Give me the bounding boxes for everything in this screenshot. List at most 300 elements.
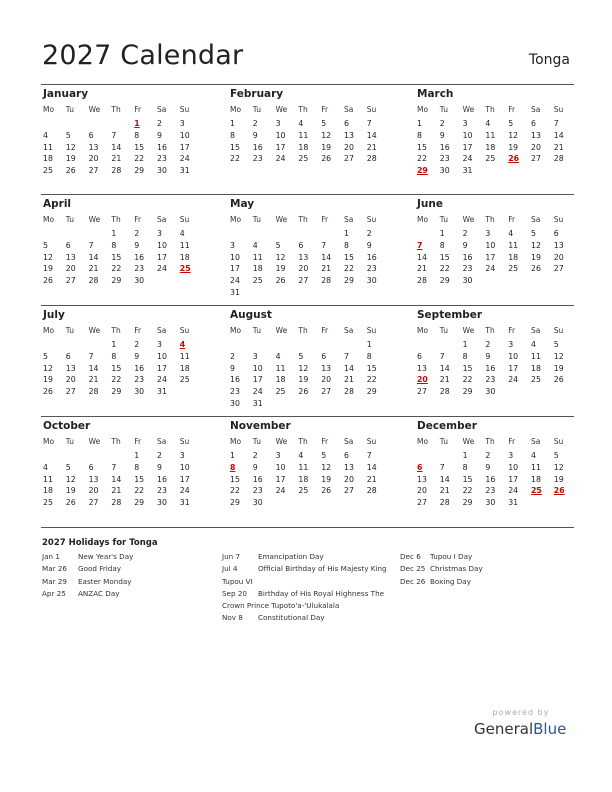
day-cell: 10 <box>275 462 286 472</box>
day-cell: 11 <box>43 474 53 484</box>
day-cell: 1 <box>230 119 235 128</box>
day-cell: 31 <box>462 166 473 176</box>
weekday-label: We <box>275 437 288 446</box>
day-cell: 11 <box>508 240 519 250</box>
day-cell: 5 <box>43 240 48 250</box>
day-cell: 17 <box>157 363 167 373</box>
weekday-label: Tu <box>252 215 261 224</box>
holiday-day-cell: 7 <box>417 240 423 250</box>
weekday-label: Sa <box>344 437 354 446</box>
weekday-label: We <box>462 215 475 224</box>
day-cell: 11 <box>43 142 53 152</box>
holiday-name: Tupou VI <box>222 576 253 586</box>
day-cell: 22 <box>344 264 354 274</box>
day-cell: 19 <box>553 363 564 373</box>
day-cell: 14 <box>88 363 99 373</box>
day-cell: 20 <box>553 252 564 262</box>
day-cell: 21 <box>366 474 377 484</box>
day-cell: 13 <box>88 142 99 152</box>
day-cell: 9 <box>134 240 140 250</box>
day-cell: 4 <box>485 119 491 128</box>
day-cell: 10 <box>179 462 190 472</box>
day-cell: 25 <box>531 375 541 385</box>
weekday-label: Sa <box>531 437 541 446</box>
day-cell: 2 <box>485 451 491 460</box>
day-cell: 15 <box>230 142 240 152</box>
day-cell: 21 <box>553 142 564 152</box>
day-cell: 7 <box>553 119 559 128</box>
day-cell: 20 <box>65 264 76 274</box>
weekday-label: Tu <box>252 437 261 446</box>
day-cell: 13 <box>417 474 427 484</box>
day-cell: 28 <box>321 276 332 286</box>
day-cell: 10 <box>179 130 190 140</box>
weekday-label: Tu <box>65 105 74 114</box>
day-cell: 24 <box>252 387 263 397</box>
day-cell: 15 <box>462 474 473 484</box>
day-cell: 27 <box>88 498 99 508</box>
day-cell: 14 <box>88 252 99 262</box>
day-cell: 4 <box>43 130 48 140</box>
day-cell: 8 <box>417 130 422 140</box>
weekday-label: Mo <box>417 105 429 114</box>
day-cell: 29 <box>111 387 122 397</box>
day-cell: 23 <box>134 375 145 385</box>
day-cell: 14 <box>366 130 377 140</box>
day-cell: 24 <box>179 486 190 496</box>
weekday-label: Th <box>298 326 308 335</box>
weekday-label: Th <box>111 215 121 224</box>
weekday-label: Su <box>179 215 190 224</box>
day-cell: 29 <box>230 498 240 508</box>
holiday-date: Jan 1 <box>42 552 60 561</box>
day-cell: 28 <box>344 387 354 397</box>
day-cell: 18 <box>508 252 519 262</box>
day-cell: 13 <box>531 130 541 140</box>
day-cell: 2 <box>462 229 468 238</box>
day-cell: 18 <box>43 154 53 164</box>
day-cell: 8 <box>439 240 445 250</box>
weekday-label: Su <box>553 215 564 224</box>
day-cell: 22 <box>134 154 145 164</box>
day-cell: 27 <box>344 486 354 496</box>
day-cell: 9 <box>252 130 258 140</box>
weekday-label: Sa <box>157 326 167 335</box>
day-cell: 19 <box>65 486 76 496</box>
holiday-name: ANZAC Day <box>78 588 120 598</box>
month-row <box>41 305 574 416</box>
holiday-day-cell: 4 <box>179 340 186 349</box>
day-cell: 14 <box>321 252 332 262</box>
day-cell: 28 <box>111 166 122 176</box>
day-cell: 12 <box>321 462 332 472</box>
day-cell: 14 <box>344 363 354 373</box>
day-cell: 25 <box>298 486 309 496</box>
day-cell: 27 <box>344 154 354 164</box>
weekday-label: Mo <box>230 437 242 446</box>
day-cell: 7 <box>344 351 349 361</box>
day-cell: 16 <box>485 474 496 484</box>
weekday-label: Su <box>553 105 564 114</box>
day-cell: 26 <box>531 264 541 274</box>
weekday-label: Fr <box>134 105 142 114</box>
day-cell: 29 <box>366 387 377 397</box>
day-cell: 17 <box>508 363 519 373</box>
day-cell: 5 <box>65 462 71 472</box>
day-cell: 11 <box>298 130 309 140</box>
day-cell: 4 <box>252 240 258 250</box>
weekday-label: Su <box>553 437 564 446</box>
day-cell: 14 <box>366 462 377 472</box>
day-cell: 8 <box>111 240 117 250</box>
day-cell: 29 <box>344 276 354 286</box>
day-cell: 17 <box>252 375 263 385</box>
day-cell: 8 <box>111 351 117 361</box>
day-cell: 15 <box>111 363 122 373</box>
day-cell: 13 <box>298 252 309 262</box>
day-cell: 28 <box>88 276 99 286</box>
day-cell: 11 <box>298 462 309 472</box>
day-cell: 17 <box>179 142 190 152</box>
day-cell: 17 <box>462 142 473 152</box>
day-cell: 27 <box>531 154 541 164</box>
day-cell: 14 <box>111 474 122 484</box>
holiday-name: Christmas Day <box>430 564 483 574</box>
day-cell: 30 <box>366 276 377 286</box>
day-cell: 20 <box>417 486 427 496</box>
weekday-label: We <box>462 105 475 114</box>
day-cell: 31 <box>179 166 190 176</box>
day-cell: 13 <box>417 363 427 373</box>
day-cell: 12 <box>321 130 332 140</box>
day-cell: 10 <box>157 240 167 250</box>
day-cell: 12 <box>275 252 286 262</box>
weekday-label: We <box>275 326 288 335</box>
day-cell: 12 <box>553 351 564 361</box>
day-cell: 29 <box>134 498 145 508</box>
day-cell: 7 <box>111 462 117 472</box>
day-cell: 1 <box>439 229 445 238</box>
day-cell: 16 <box>134 252 145 262</box>
weekday-label: Sa <box>157 215 167 224</box>
day-cell: 6 <box>88 462 94 472</box>
month-name: January <box>43 88 89 100</box>
day-cell: 24 <box>462 154 473 164</box>
day-cell: 28 <box>366 154 377 164</box>
day-cell: 22 <box>111 264 122 274</box>
day-cell: 28 <box>417 276 427 286</box>
day-cell: 3 <box>157 229 162 238</box>
day-cell: 17 <box>508 474 519 484</box>
generalblue-logo[interactable] <box>474 720 566 738</box>
day-cell: 21 <box>344 375 354 385</box>
day-cell: 3 <box>485 229 491 238</box>
day-cell: 3 <box>275 119 281 128</box>
day-cell: 2 <box>439 119 445 128</box>
day-cell: 31 <box>252 399 263 408</box>
day-cell: 13 <box>344 130 354 140</box>
day-cell: 12 <box>298 363 309 373</box>
day-cell: 31 <box>179 498 190 508</box>
month-name: July <box>43 309 65 321</box>
day-cell: 16 <box>252 142 263 152</box>
holiday-day-cell: 26 <box>508 154 520 164</box>
day-cell: 4 <box>298 451 304 460</box>
day-cell: 1 <box>111 229 117 238</box>
day-cell: 21 <box>88 375 99 385</box>
day-cell: 4 <box>531 340 536 349</box>
day-cell: 8 <box>134 130 140 140</box>
weekday-header <box>415 105 575 116</box>
holidays-title: 2027 Holidays for Tonga <box>42 538 158 548</box>
day-cell: 10 <box>252 363 263 373</box>
month-name: October <box>43 420 91 432</box>
weekday-label: Mo <box>43 437 55 446</box>
holiday-name: Birthday of His Royal Highness The <box>258 588 385 598</box>
day-cell: 23 <box>366 264 377 274</box>
day-cell: 17 <box>157 252 167 262</box>
day-cell: 5 <box>321 451 327 460</box>
holiday-day-cell: 6 <box>417 462 423 472</box>
day-cell: 5 <box>298 351 304 361</box>
day-cell: 16 <box>439 142 450 152</box>
day-cell: 30 <box>252 498 263 508</box>
day-cell: 7 <box>111 130 117 140</box>
day-cell: 24 <box>508 375 519 385</box>
day-cell: 1 <box>111 340 117 349</box>
day-cell: 29 <box>439 276 450 286</box>
day-cell: 3 <box>179 119 185 128</box>
day-cell: 4 <box>508 229 514 238</box>
weekday-label: Tu <box>439 437 448 446</box>
weekday-label: Th <box>298 105 308 114</box>
page-title: 2027 Calendar <box>42 40 244 71</box>
day-cell: 24 <box>485 264 496 274</box>
day-cell: 25 <box>43 166 53 176</box>
day-cell: 15 <box>111 252 122 262</box>
day-cell: 18 <box>531 363 541 373</box>
weekday-header <box>41 437 201 448</box>
day-cell: 22 <box>111 375 122 385</box>
holiday-date: Apr 25 <box>42 588 66 598</box>
day-cell: 12 <box>65 474 76 484</box>
day-cell: 2 <box>252 119 258 128</box>
day-cell: 13 <box>65 363 76 373</box>
day-cell: 29 <box>111 276 122 286</box>
day-cell: 15 <box>417 142 427 152</box>
holiday-day-cell: 20 <box>417 375 428 385</box>
day-cell: 21 <box>321 264 332 274</box>
day-cell: 9 <box>157 130 162 140</box>
day-cell: 12 <box>65 142 76 152</box>
day-cell: 3 <box>230 240 235 250</box>
day-cell: 3 <box>275 451 281 460</box>
day-cell: 10 <box>462 130 473 140</box>
day-cell: 10 <box>275 130 286 140</box>
day-cell: 3 <box>462 119 468 128</box>
weekday-label: Mo <box>230 215 242 224</box>
day-cell: 3 <box>179 451 185 460</box>
weekday-label: Fr <box>508 326 516 335</box>
day-cell: 27 <box>417 498 427 508</box>
day-cell: 28 <box>439 498 450 508</box>
weekday-header <box>228 326 388 337</box>
holiday-day-cell: 25 <box>531 486 542 496</box>
holiday-date: Mar 29 <box>42 576 67 586</box>
day-cell: 13 <box>344 462 354 472</box>
weekday-header <box>228 105 388 116</box>
weekday-label: We <box>462 437 475 446</box>
day-cell: 15 <box>439 252 450 262</box>
day-cell: 8 <box>462 351 468 361</box>
day-cell: 20 <box>531 142 541 152</box>
day-cell: 28 <box>553 154 564 164</box>
day-cell: 19 <box>43 375 53 385</box>
day-cell: 5 <box>553 451 559 460</box>
weekday-label: Fr <box>508 105 516 114</box>
day-cell: 19 <box>298 375 309 385</box>
weekday-label: Su <box>366 437 377 446</box>
day-cell: 22 <box>462 375 473 385</box>
day-cell: 1 <box>230 451 235 460</box>
day-cell: 27 <box>88 166 99 176</box>
weekday-label: Sa <box>157 105 167 114</box>
weekday-label: Th <box>111 437 121 446</box>
day-cell: 8 <box>462 462 468 472</box>
day-cell: 16 <box>252 474 263 484</box>
month-name: September <box>417 309 483 321</box>
weekday-label: Tu <box>439 215 448 224</box>
day-cell: 11 <box>252 252 263 262</box>
day-cell: 6 <box>298 240 304 250</box>
weekday-label: Tu <box>439 105 448 114</box>
day-cell: 30 <box>157 498 167 508</box>
weekday-label: Su <box>179 105 190 114</box>
day-cell: 22 <box>230 154 240 164</box>
day-cell: 14 <box>439 474 450 484</box>
day-cell: 4 <box>298 119 304 128</box>
day-cell: 7 <box>366 451 372 460</box>
day-cell: 12 <box>508 130 519 140</box>
day-cell: 11 <box>531 462 541 472</box>
day-cell: 14 <box>553 130 564 140</box>
day-cell: 11 <box>531 351 541 361</box>
weekday-label: Fr <box>134 326 142 335</box>
day-cell: 26 <box>321 486 332 496</box>
day-cell: 31 <box>508 498 519 508</box>
day-cell: 25 <box>485 154 496 164</box>
day-cell: 30 <box>157 166 167 176</box>
weekday-header <box>228 215 388 226</box>
weekday-label: Sa <box>531 215 541 224</box>
day-cell: 18 <box>275 375 286 385</box>
day-cell: 3 <box>157 340 162 349</box>
day-cell: 26 <box>65 498 76 508</box>
day-cell: 15 <box>366 363 377 373</box>
day-cell: 17 <box>485 252 496 262</box>
day-cell: 17 <box>179 474 190 484</box>
day-cell: 8 <box>366 351 372 361</box>
day-cell: 16 <box>134 363 145 373</box>
day-cell: 22 <box>417 154 427 164</box>
day-cell: 11 <box>179 351 190 361</box>
weekday-label: Su <box>366 105 377 114</box>
day-cell: 13 <box>88 474 99 484</box>
day-cell: 23 <box>485 486 496 496</box>
day-cell: 27 <box>65 276 76 286</box>
day-cell: 22 <box>230 486 240 496</box>
day-cell: 21 <box>417 264 427 274</box>
day-cell: 1 <box>417 119 422 128</box>
day-cell: 21 <box>88 264 99 274</box>
day-cell: 9 <box>157 462 162 472</box>
day-cell: 14 <box>439 363 450 373</box>
day-cell: 28 <box>111 498 122 508</box>
day-cell: 30 <box>462 276 473 286</box>
day-cell: 17 <box>230 264 240 274</box>
day-cell: 27 <box>298 276 309 286</box>
day-cell: 2 <box>252 451 258 460</box>
day-cell: 16 <box>157 142 167 152</box>
month-row <box>41 84 574 194</box>
day-cell: 9 <box>485 462 491 472</box>
weekday-label: Mo <box>43 326 55 335</box>
weekday-label: Mo <box>43 215 55 224</box>
day-cell: 8 <box>230 130 235 140</box>
day-cell: 17 <box>275 142 286 152</box>
day-cell: 4 <box>43 462 48 472</box>
day-cell: 1 <box>462 451 468 460</box>
weekday-label: Sa <box>531 326 541 335</box>
day-cell: 19 <box>553 474 564 484</box>
day-cell: 24 <box>275 486 286 496</box>
weekday-label: Mo <box>230 326 242 335</box>
day-cell: 2 <box>366 229 372 238</box>
day-cell: 12 <box>43 252 53 262</box>
holiday-day-cell: 1 <box>134 119 140 128</box>
day-cell: 7 <box>439 351 445 361</box>
day-cell: 22 <box>134 486 145 496</box>
day-cell: 25 <box>508 264 519 274</box>
day-cell: 13 <box>65 252 76 262</box>
holiday-name: Emancipation Day <box>258 552 324 561</box>
day-cell: 9 <box>366 240 372 250</box>
day-cell: 19 <box>321 474 332 484</box>
day-cell: 18 <box>298 474 309 484</box>
day-cell: 29 <box>462 387 473 397</box>
calendar-grid <box>41 84 574 528</box>
weekday-label: Sa <box>344 326 354 335</box>
day-cell: 23 <box>157 486 167 496</box>
day-cell: 5 <box>553 340 559 349</box>
holiday-name: Constitutional Day <box>258 613 325 623</box>
holiday-day-cell: 25 <box>179 264 191 274</box>
day-cell: 12 <box>531 240 541 250</box>
day-cell: 16 <box>366 252 377 262</box>
day-cell: 21 <box>366 142 377 152</box>
brand-general: General <box>474 720 534 738</box>
month-row <box>41 194 574 305</box>
day-cell: 23 <box>252 486 263 496</box>
brand-blue: Blue <box>533 720 567 738</box>
day-cell: 14 <box>111 142 122 152</box>
weekday-header <box>228 437 388 448</box>
day-cell: 18 <box>252 264 263 274</box>
day-cell: 24 <box>157 375 167 385</box>
day-cell: 23 <box>485 375 496 385</box>
day-cell: 24 <box>230 276 240 286</box>
day-cell: 29 <box>134 166 145 176</box>
